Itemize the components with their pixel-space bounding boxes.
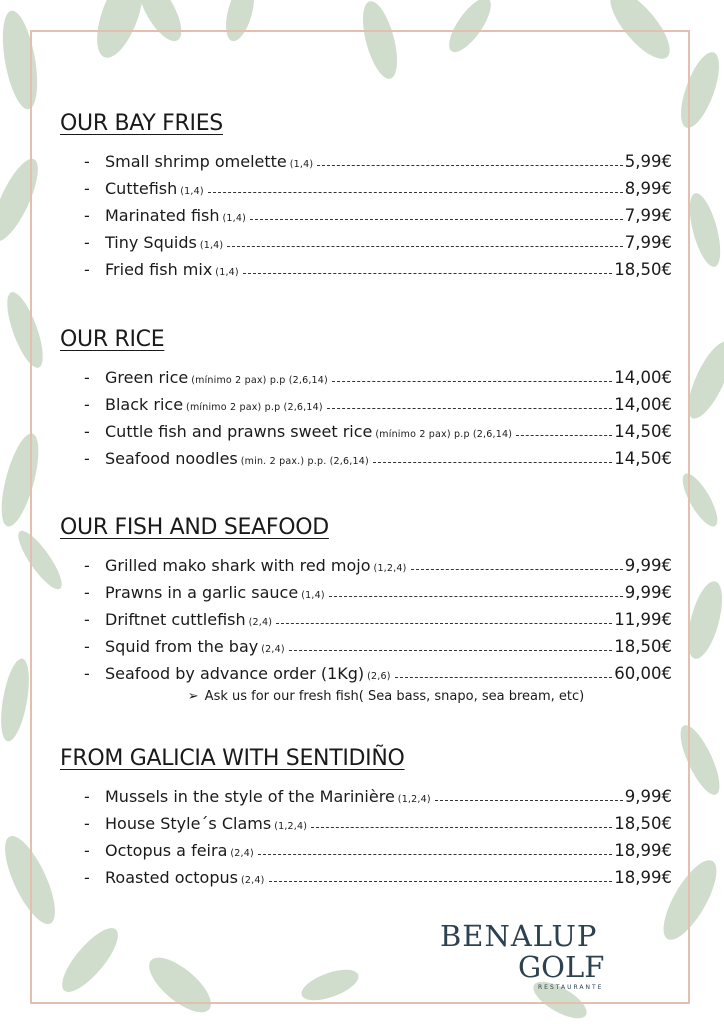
item-price: 5,99€: [624, 152, 672, 171]
item-name: Squid from the bay: [105, 637, 259, 656]
item-name: Tiny Squids: [105, 233, 197, 252]
item-name: Grilled mako shark with red mojo: [105, 556, 371, 575]
item-price: 7,99€: [624, 233, 672, 252]
item-price: 7,99€: [624, 206, 672, 225]
item-price: 18,99€: [614, 868, 672, 887]
item-allergens: (1,4): [222, 213, 247, 224]
item-price: 18,50€: [614, 637, 672, 656]
menu-item: - House Style´s Clams (1,2,4) 18,50€: [60, 810, 672, 837]
item-allergens: (mínimo 2 pax) p.p (2,6,14): [375, 429, 513, 440]
item-name: Fried fish mix: [105, 260, 213, 279]
menu-list: [60, 148, 672, 283]
item-allergens: (1,4): [301, 590, 325, 601]
item-allergens: (2,4): [248, 617, 273, 628]
menu-item: - Small shrimp omelette (1,4) 5,99€: [60, 148, 672, 175]
item-name: Seafood by advance order (1Kg): [105, 664, 365, 683]
menu-item: - Driftnet cuttlefish (2,4) 11,99€: [60, 606, 672, 633]
item-name: Prawns in a garlic sauce: [105, 583, 299, 602]
menu-item: - Green rice (mínimo 2 pax) p.p (2,6,14) 14,00€: [60, 364, 672, 391]
item-allergens: (1,4): [289, 159, 314, 170]
arrow-bullet-icon: ➢: [187, 689, 199, 704]
item-price: 11,99€: [614, 610, 672, 629]
menu-list: [60, 364, 672, 472]
item-name: Small shrimp omelette: [105, 152, 287, 171]
item-price: 60,00€: [614, 664, 672, 683]
logo-line2: GOLF: [518, 950, 605, 984]
section-galicia: [60, 743, 672, 891]
item-allergens: (2,6): [367, 671, 391, 682]
menu-item: - Cuttle fish and prawns sweet rice (mínimo 2 pax) p.p (2,6,14) 14,50€: [60, 418, 672, 445]
section-title: OUR FISH AND SEAFOOD: [60, 515, 329, 540]
item-allergens: (min. 2 pax.) p.p. (2,6,14): [240, 456, 369, 467]
menu-list: [60, 783, 672, 891]
item-name: Marinated fish: [105, 206, 220, 225]
item-allergens: (1,2,4): [274, 821, 308, 832]
menu-list: [60, 552, 672, 687]
item-allergens: (1,4): [215, 267, 239, 278]
item-name: Driftnet cuttlefish: [105, 610, 246, 629]
logo-line1: BENALUP: [440, 919, 598, 953]
menu-item: - Mussels in the style of the Marinière (1,2,4) 9,99€: [60, 783, 672, 810]
menu-item: - Fried fish mix (1,4) 18,50€: [60, 256, 672, 283]
item-price: 14,00€: [614, 395, 672, 414]
menu-item: - Seafood noodles (min. 2 pax.) p.p. (2,6,14) 14,50€: [60, 445, 672, 472]
section-title: OUR BAY FRIES: [60, 111, 223, 136]
item-name: Cuttefish: [105, 179, 178, 198]
section-rice: [60, 324, 672, 472]
item-allergens: (2,4): [261, 644, 285, 655]
menu-item: - Octopus a feira (2,4) 18,99€: [60, 837, 672, 864]
restaurant-logo: [440, 920, 620, 1010]
item-allergens: (1,2,4): [397, 794, 431, 805]
item-allergens: (1,4): [199, 240, 224, 251]
menu-item: - Cuttefish (1,4) 8,99€: [60, 175, 672, 202]
item-price: 18,50€: [614, 260, 672, 279]
item-price: 9,99€: [624, 556, 672, 575]
item-allergens: (2,4): [230, 848, 254, 859]
menu-item: - Marinated fish (1,4) 7,99€: [60, 202, 672, 229]
menu-item: - Tiny Squids (1,4) 7,99€: [60, 229, 672, 256]
item-name: Roasted octopus: [105, 868, 238, 887]
section-title: OUR RICE: [60, 327, 165, 352]
item-price: 8,99€: [624, 179, 672, 198]
item-name: House Style´s Clams: [105, 814, 272, 833]
item-price: 18,50€: [614, 814, 672, 833]
menu-item: - Roasted octopus (2,4) 18,99€: [60, 864, 672, 891]
menu-item: - Black rice (mínimo 2 pax) p.p (2,6,14) 14,00€: [60, 391, 672, 418]
menu-item: - Prawns in a garlic sauce (1,4) 9,99€: [60, 579, 672, 606]
menu-item: - Seafood by advance order (1Kg) (2,6) 60,00€: [60, 660, 672, 687]
item-name: Black rice: [105, 395, 184, 414]
item-name: Mussels in the style of the Marinière: [105, 787, 395, 806]
item-price: 9,99€: [624, 787, 672, 806]
section-title: FROM GALICIA WITH SENTIDIÑO: [60, 746, 405, 771]
note-text: Ask us for our fresh fish( Sea bass, snapo, sea bream, etc): [204, 689, 585, 704]
item-allergens: (1,2,4): [373, 563, 407, 574]
item-price: 14,00€: [614, 368, 672, 387]
item-name: Octopus a feira: [105, 841, 228, 860]
fresh-fish-note: [60, 689, 672, 704]
item-allergens: (mínimo 2 pax) p.p (2,6,14): [186, 402, 323, 413]
menu-item: - Grilled mako shark with red mojo (1,2,4) 9,99€: [60, 552, 672, 579]
item-allergens: (2,4): [240, 875, 265, 886]
item-price: 9,99€: [624, 583, 672, 602]
item-price: 14,50€: [614, 449, 672, 468]
item-price: 18,99€: [614, 841, 672, 860]
item-name: Cuttle fish and prawns sweet rice: [105, 422, 373, 441]
section-bay-fries: [60, 108, 672, 283]
item-price: 14,50€: [614, 422, 672, 441]
logo-subtitle: RESTAURANTE: [538, 984, 604, 991]
item-allergens: (mínimo 2 pax) p.p (2,6,14): [191, 375, 328, 386]
item-name: Seafood noodles: [105, 449, 238, 468]
item-allergens: (1,4): [180, 186, 204, 197]
menu-item: - Squid from the bay (2,4) 18,50€: [60, 633, 672, 660]
item-name: Green rice: [105, 368, 189, 387]
section-fish-seafood: [60, 512, 672, 704]
